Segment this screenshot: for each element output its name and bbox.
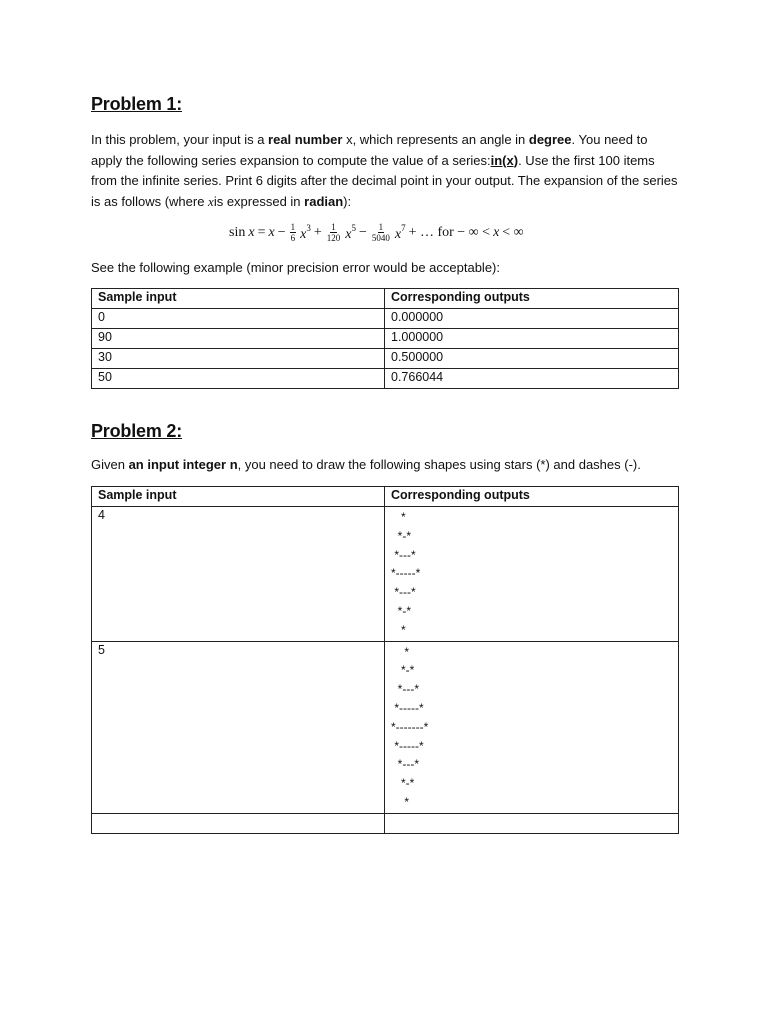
formula-text: + … for − ∞ < — [408, 224, 491, 240]
fraction-den: 6 — [290, 233, 296, 243]
table-header-row — [92, 487, 679, 507]
table-cell: 4 — [92, 507, 385, 642]
formula-var: x — [394, 226, 402, 242]
table-row — [92, 507, 679, 642]
bold-span: degree — [528, 132, 572, 147]
formula-var: x — [268, 224, 275, 240]
italic-span: x — [208, 193, 214, 209]
table-header-cell: Corresponding outputs — [385, 487, 679, 507]
formula-text: − — [277, 224, 286, 240]
shape-line: *---* — [391, 757, 419, 772]
table-cell: 0.000000 — [385, 309, 679, 329]
formula-exponent: 3 — [306, 222, 311, 233]
shape-line: *-* — [391, 776, 415, 791]
shape-line: * — [391, 794, 410, 809]
formula-var: x — [345, 226, 352, 242]
table-row — [92, 329, 679, 349]
table-cell: 0.766044 — [385, 369, 679, 389]
text-span: . You need to apply the following series expansion to compute the value of a series: — [91, 132, 648, 168]
fraction-num: 1 — [290, 222, 296, 232]
fraction-den: 5040 — [371, 233, 390, 243]
table-cell: 0 — [92, 309, 385, 329]
text-span: ): — [343, 193, 352, 209]
problem-1-title: Problem 1: — [91, 94, 183, 114]
problem-2-description — [91, 455, 681, 476]
text-span: . Use the first 100 items from the infinite series. Print 6 digits after the decimal point in your output. The expansion of the series is as follows (where — [91, 152, 678, 209]
table-cell: 0.500000 — [385, 349, 679, 369]
sine-series-formula — [229, 222, 524, 243]
table-header-cell: Sample input — [92, 289, 385, 309]
table-row — [92, 309, 679, 329]
table-cell — [92, 813, 385, 833]
bold-span: in(x) — [490, 152, 519, 168]
shape-line: *-----* — [391, 700, 424, 715]
formula-text: − — [358, 224, 367, 240]
text-span: , you need to draw the following shapes using stars (*) and dashes (-). — [237, 457, 641, 472]
shape-line: *---* — [391, 682, 419, 697]
table-row — [92, 349, 679, 369]
table-cell: 5 — [92, 641, 385, 813]
formula-var: x — [248, 224, 255, 240]
formula-exponent: 5 — [351, 222, 356, 233]
shape-line: *---* — [391, 547, 416, 562]
shape-output-cell — [385, 507, 679, 642]
problem-1-table — [91, 288, 679, 389]
bold-span: radian — [304, 193, 344, 209]
shape-line: *-* — [391, 663, 415, 678]
fraction-num: 1 — [378, 222, 384, 232]
formula-fraction — [290, 222, 297, 243]
table-row — [92, 641, 679, 813]
formula-text: + — [313, 224, 322, 240]
table-header-cell: Corresponding outputs — [385, 289, 679, 309]
shape-line: *-----* — [391, 566, 421, 581]
shape-line: * — [391, 622, 406, 637]
table-cell: 1.000000 — [385, 329, 679, 349]
fraction-den: 120 — [326, 233, 341, 243]
table-cell: 50 — [92, 369, 385, 389]
table-row — [92, 813, 679, 833]
shape-line: * — [391, 510, 406, 524]
table-header-row — [92, 289, 679, 309]
problem-2-title: Problem 2: — [91, 421, 183, 441]
bold-span: real number — [268, 132, 343, 147]
shape-line: *-* — [391, 603, 412, 618]
shape-line: * — [391, 644, 410, 659]
text-span: is expressed in — [213, 193, 305, 209]
formula-text: sin — [229, 224, 246, 240]
shape-line: *-* — [391, 528, 412, 543]
table-cell: 30 — [92, 349, 385, 369]
problem-1-description — [91, 130, 681, 212]
table-header-cell: Sample input — [92, 487, 385, 507]
formula-var: x — [493, 224, 500, 240]
text-span: Given — [91, 457, 129, 472]
formula-fraction — [371, 222, 391, 243]
table-cell — [385, 813, 679, 833]
example-note: See the following example (minor precision error would be acceptable): — [91, 260, 500, 275]
fraction-num: 1 — [331, 222, 336, 232]
formula-var: x — [300, 226, 307, 242]
shape-output-cell — [385, 641, 679, 813]
problem-2-table — [91, 486, 679, 834]
shape-line: *---* — [391, 585, 416, 600]
table-row — [92, 369, 679, 389]
bold-span: an input integer n — [128, 457, 238, 472]
text-span: In this problem, your input is a — [91, 132, 269, 147]
text-span: x, which represents an angle in — [342, 132, 529, 147]
formula-exponent: 7 — [401, 222, 406, 233]
formula-text: = — [257, 224, 266, 240]
shape-line: *-----* — [391, 738, 424, 753]
table-cell: 90 — [92, 329, 385, 349]
formula-text: < ∞ — [502, 224, 524, 240]
shape-line: *-------* — [391, 719, 429, 734]
formula-fraction — [326, 222, 342, 243]
